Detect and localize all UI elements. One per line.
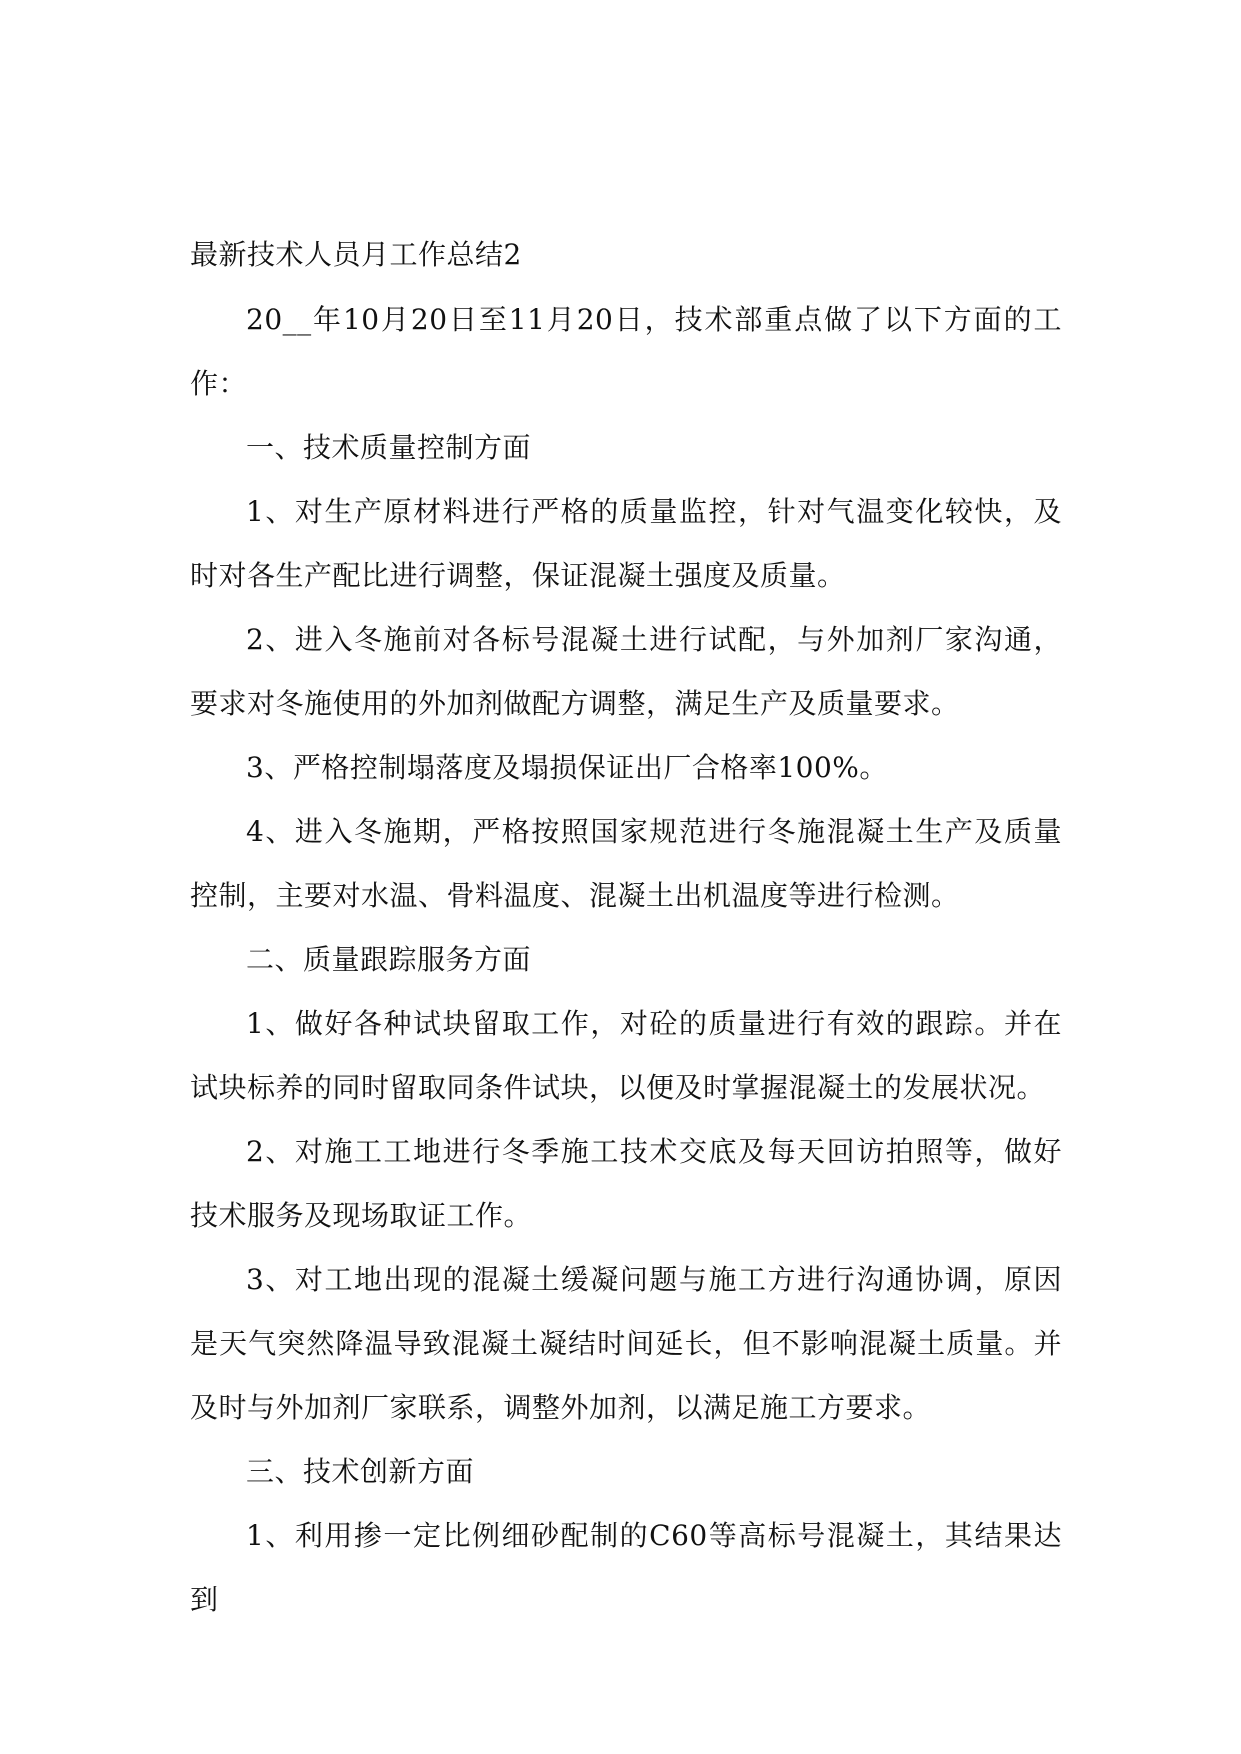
paragraph-quality-control-2: 2、进入冬施前对各标号混凝土进行试配，与外加剂厂家沟通，要求对冬施使用的外加剂做配方调整，满足生产及质量要求。	[190, 623, 1062, 720]
section-heading-tracking-service: 二、质量跟踪服务方面	[246, 943, 532, 976]
document-body	[190, 223, 1062, 1632]
paragraph-quality-control-1: 1、对生产原材料进行严格的质量监控，针对气温变化较快，及时对各生产配比进行调整，保证混凝土强度及质量。	[190, 495, 1062, 592]
paragraph-tracking-service-3: 3、对工地出现的混凝土缓凝问题与施工方进行沟通协调，原因是天气突然降温导致混凝土凝结时间延长，但不影响混凝土质量。并及时与外加剂厂家联系，调整外加剂，以满足施工方要求。	[190, 1263, 1062, 1424]
section-heading-innovation: 三、技术创新方面	[246, 1455, 475, 1488]
paragraph-quality-control-4: 4、进入冬施期，严格按照国家规范进行冬施混凝土生产及质量控制，主要对水温、骨料温度、混凝土出机温度等进行检测。	[190, 815, 1062, 912]
paragraph-intro: 20__年10月20日至11月20日，技术部重点做了以下方面的工作：	[190, 303, 1062, 400]
document-title: 最新技术人员月工作总结2	[190, 238, 522, 271]
section-heading-quality-control: 一、技术质量控制方面	[246, 431, 532, 464]
paragraph-innovation-1: 1、利用掺一定比例细砂配制的C60等高标号混凝土，其结果达到	[190, 1519, 1062, 1616]
paragraph-quality-control-3: 3、严格控制塌落度及塌损保证出厂合格率100%。	[246, 751, 888, 784]
paragraph-tracking-service-1: 1、做好各种试块留取工作，对砼的质量进行有效的跟踪。并在试块标养的同时留取同条件试块，以便及时掌握混凝土的发展状况。	[190, 1007, 1062, 1104]
paragraph-tracking-service-2: 2、对施工工地进行冬季施工技术交底及每天回访拍照等，做好技术服务及现场取证工作。	[190, 1135, 1062, 1232]
